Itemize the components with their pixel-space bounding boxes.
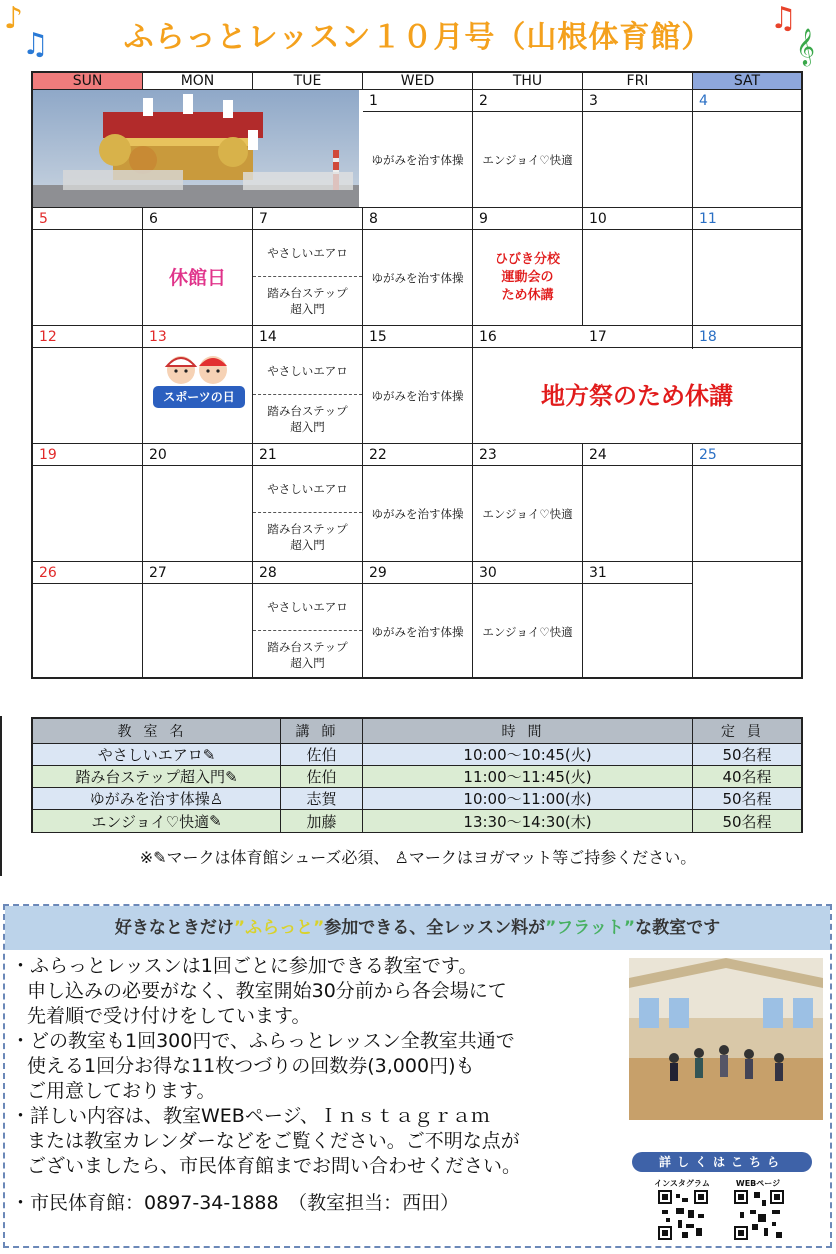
calendar-day-10 (583, 208, 693, 325)
teacher-cell: 加藤 (281, 810, 363, 832)
class-aero: やさしいエアロ (253, 584, 362, 631)
weekday-sat: SAT (693, 73, 801, 89)
header (0, 0, 836, 68)
calendar-day-25 (693, 444, 801, 561)
day-number: 24 (583, 444, 692, 466)
day-number: 29 (363, 562, 472, 584)
day-number: 19 (33, 444, 142, 466)
capacity-cell: 40名程 (722, 768, 772, 786)
instagram-qr-code[interactable] (658, 1190, 708, 1240)
day-number: 20 (143, 444, 252, 466)
teacher-cell: 佐伯 (281, 744, 363, 765)
info-line: 申し込みの必要がなく、教室開始30分前から各会場にて (27, 980, 507, 1002)
weekday-header-row (33, 73, 801, 90)
day-number: 18 (693, 326, 801, 348)
day-number: 13 (143, 326, 252, 348)
notice-line: ひびき分校 (494, 251, 560, 267)
calendar-day-2 (473, 90, 583, 207)
table-row (33, 810, 801, 832)
day-number: 30 (473, 562, 582, 584)
festival-photo (33, 90, 359, 207)
calendar-day-7 (253, 208, 363, 325)
capacity-cell: 50名程 (722, 812, 772, 831)
weekday-sun: SUN (33, 73, 143, 89)
calendar-day-6 (143, 208, 253, 325)
shoe-icon: ✎ (225, 767, 238, 786)
time-cell: 13:30～14:30(木) (363, 810, 693, 832)
day-number: 10 (583, 208, 692, 230)
day-number: 14 (253, 326, 362, 348)
day-number: 6 (143, 208, 252, 230)
calendar-day-4 (693, 90, 801, 207)
class-step (253, 631, 362, 679)
calendar (31, 71, 803, 679)
class-aero: やさしいエアロ (253, 466, 362, 513)
info-box (3, 904, 832, 1248)
calendar-day-11 (693, 208, 801, 325)
capacity-cell: 50名程 (722, 746, 772, 764)
calendar-week (33, 326, 801, 444)
calendar-day-22 (363, 444, 473, 561)
class-step-line2: 超入門 (290, 302, 325, 316)
calendar-day-8 (363, 208, 473, 325)
info-line: ・市民体育館：0897-34-1888 （教室担当：西田） (11, 1192, 460, 1214)
table-header-row (33, 719, 801, 744)
info-line: ・ふらっとレッスンは1回ごとに参加できる教室です。 (11, 955, 478, 977)
calendar-day-15 (363, 326, 473, 443)
day-number: 5 (33, 208, 142, 230)
day-number: 16 (473, 326, 583, 348)
day-number: 27 (143, 562, 252, 584)
info-line: ご用意しております。 (27, 1080, 216, 1102)
calendar-week (33, 562, 801, 680)
teacher-cell: 志賀 (281, 788, 363, 809)
music-note-icon: ♫ (22, 27, 49, 62)
class-step-line1: 踏み台ステップ (267, 640, 348, 654)
class-name: エンジョイ♡快適 (91, 812, 210, 831)
calendar-day-1 (363, 90, 473, 207)
calendar-day-23 (473, 444, 583, 561)
weekday-wed: WED (363, 73, 473, 89)
class-name: 踏み台ステップ超入門 (75, 768, 226, 786)
calendar-day-9 (473, 208, 583, 325)
banner-highlight: ”ふらっと” (233, 918, 325, 938)
weekday-tue: TUE (253, 73, 363, 89)
class-enjoy: エンジョイ♡快適 (482, 506, 573, 521)
class-step (253, 513, 362, 561)
class-step-line2: 超入門 (290, 538, 325, 552)
time-cell: 11:00～11:45(火) (363, 766, 693, 787)
calendar-day-20 (143, 444, 253, 561)
class-enjoy: エンジョイ♡快適 (482, 152, 573, 167)
closed-label: 休館日 (168, 266, 226, 289)
day-number: 8 (363, 208, 472, 230)
shoe-icon: ✎ (153, 848, 167, 867)
class-yugami: ゆがみを治す体操 (371, 506, 464, 521)
info-line: 先着順で受け付けをしています。 (27, 1005, 311, 1027)
day-number: 1 (363, 90, 472, 112)
page-title: ふらっとレッスン１０月号（山根体育館） (123, 20, 713, 55)
info-line: ございましたら、市民体育館までお問い合わせください。 (27, 1155, 522, 1177)
qr-web-label: WEBページ (735, 1179, 781, 1188)
class-aero: やさしいエアロ (253, 348, 362, 395)
calendar-day-13 (143, 326, 253, 443)
info-line: ・詳しい内容は、教室WEBページ、Ｉｎｓｔａｇｒａｍ (11, 1105, 490, 1127)
class-name-cell (33, 766, 281, 787)
time-cell: 10:00～10:45(火) (363, 744, 693, 765)
class-name: ゆがみを治す体操 (89, 790, 210, 808)
calendar-week (33, 208, 801, 326)
calendar-day-29 (363, 562, 473, 679)
header-teacher: 講師 (281, 719, 363, 743)
calendar-day-12 (33, 326, 143, 443)
day-number: 3 (583, 90, 692, 112)
class-yugami: ゆがみを治す体操 (371, 388, 464, 403)
calendar-day-21 (253, 444, 363, 561)
teacher-cell: 佐伯 (281, 766, 363, 787)
day-number: 2 (473, 90, 582, 112)
class-schedule-table (31, 717, 803, 833)
info-line: または教室カレンダーなどをご覧ください。ご不明な点が (27, 1130, 520, 1152)
class-step-line1: 踏み台ステップ (267, 286, 348, 300)
day-number: 28 (253, 562, 362, 584)
calendar-day-19 (33, 444, 143, 561)
day-number: 31 (583, 562, 692, 584)
time-cell: 10:00～11:00(水) (363, 788, 693, 809)
class-step-line2: 超入門 (290, 420, 325, 434)
calendar-week (33, 444, 801, 562)
class-yugami: ゆがみを治す体操 (371, 270, 464, 285)
hibiki-cancel-notice (473, 230, 582, 325)
day-number: 7 (253, 208, 362, 230)
weekday-mon: MON (143, 73, 253, 89)
class-step (253, 277, 362, 325)
table-row (33, 766, 801, 788)
day-number: 17 (583, 326, 692, 348)
info-bullets (11, 954, 621, 1216)
class-step (253, 395, 362, 443)
header-capacity: 定員 (721, 724, 773, 740)
calendar-day-27 (143, 562, 253, 679)
notice-line: 運動会の (501, 269, 554, 285)
day-number: 22 (363, 444, 472, 466)
sports-day-badge (151, 348, 247, 412)
calendar-day-14 (253, 326, 363, 443)
calendar-day-31 (583, 562, 693, 679)
info-line: 使える1回分お得な11枚つづりの回数券(3,000円)も (27, 1055, 475, 1077)
info-line: ・どの教室も1回300円で、ふらっとレッスン全教室共通で (11, 1030, 515, 1052)
day-number: 12 (33, 326, 142, 348)
day-number: 4 (693, 90, 801, 112)
banner-highlight: ”フラット” (545, 918, 636, 938)
class-yugami: ゆがみを治す体操 (371, 152, 464, 167)
day-number: 23 (473, 444, 582, 466)
class-yugami: ゆがみを治す体操 (371, 624, 464, 639)
icon-legend (0, 845, 836, 868)
class-step-line1: 踏み台ステップ (267, 522, 348, 536)
legend-shoe-text: マークは体育館シューズ必須、 (166, 848, 390, 867)
web-qr-code[interactable] (734, 1190, 784, 1240)
class-name-cell (33, 788, 281, 809)
calendar-day-24 (583, 444, 693, 561)
yoga-icon: ♙ (394, 848, 409, 867)
yoga-icon: ♙ (209, 789, 224, 808)
day-number: 21 (253, 444, 362, 466)
festival-cancel-notice: 地方祭のため休講 (473, 349, 801, 443)
shoe-icon: ✎ (209, 812, 222, 830)
class-aero: やさしいエアロ (253, 230, 362, 277)
banner-text: 参加できる、全レッスン料が (324, 918, 546, 938)
header-class-name: 教室名 (33, 719, 281, 743)
table-row (33, 788, 801, 810)
calendar-day-empty (693, 562, 801, 679)
info-banner (5, 906, 830, 950)
capacity-cell: 50名程 (722, 790, 772, 808)
calendar-day-28 (253, 562, 363, 679)
banner-text: な教室です (635, 918, 721, 938)
details-button[interactable]: 詳しくはこちら (632, 1152, 812, 1172)
day-number: 11 (693, 208, 801, 230)
calendar-day-3 (583, 90, 693, 207)
qr-instagram-label: インスタグラム (654, 1179, 710, 1188)
calendar-week (33, 90, 801, 208)
legend-yoga-text: マークはヨガマット等ご持参ください。 (408, 848, 697, 867)
class-step-line2: 超入門 (290, 656, 325, 670)
day-number: 26 (33, 562, 142, 584)
weekday-thu: THU (473, 73, 583, 89)
class-name-cell (33, 744, 281, 765)
sports-day-label: スポーツの日 (163, 390, 235, 404)
shoe-icon: ✎ (202, 745, 216, 764)
treble-clef-icon: 𝄞 (796, 27, 815, 65)
class-name-cell (33, 810, 281, 832)
day-number: 9 (473, 208, 582, 230)
notice-line: ため休講 (501, 287, 554, 303)
music-note-icon: ♫ (770, 1, 797, 36)
header-time: 時間 (363, 719, 693, 743)
calendar-day-5 (33, 208, 143, 325)
banner-text: 好きなときだけ (114, 918, 234, 938)
calendar-day-26 (33, 562, 143, 679)
table-row (33, 744, 801, 766)
music-note-icon: ♪ (4, 1, 24, 36)
class-step-line1: 踏み台ステップ (267, 404, 348, 418)
class-name: やさしいエアロ (97, 746, 203, 764)
day-number: 15 (363, 326, 472, 348)
weekday-fri: FRI (583, 73, 693, 89)
gym-photo (629, 958, 823, 1120)
legend-prefix: ※ (139, 848, 154, 867)
calendar-day-30 (473, 562, 583, 679)
day-number: 25 (693, 444, 801, 466)
class-enjoy: エンジョイ♡快適 (482, 624, 573, 639)
